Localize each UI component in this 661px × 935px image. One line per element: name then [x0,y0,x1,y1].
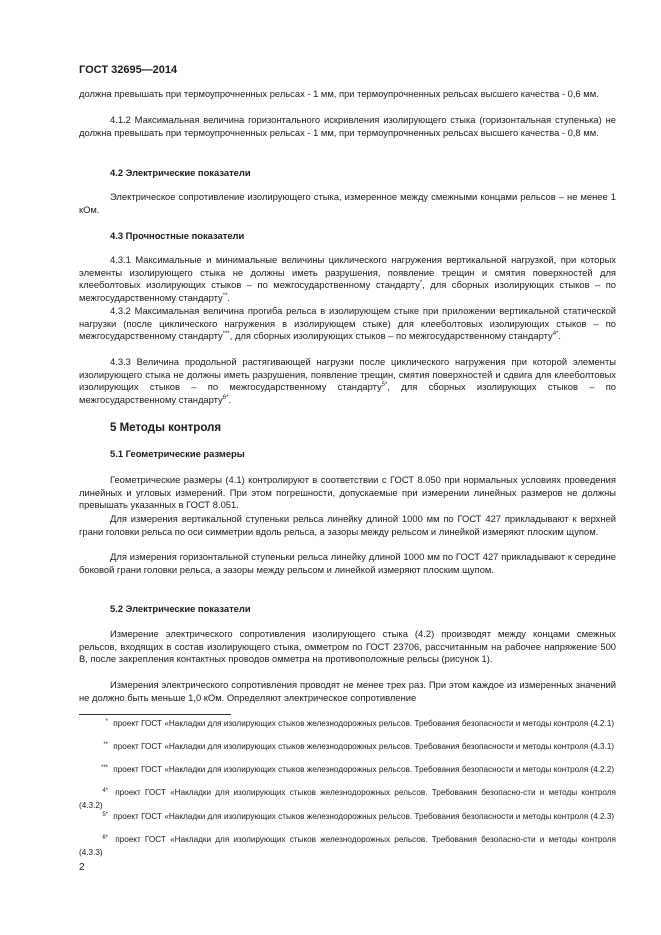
paragraph-continuation: должна превышать при термоупрочненных рельсах - 1 мм, при термоупрочненных рельсах высшего качества - 0,6 мм. [79,88,599,99]
footnote-text: проект ГОСТ «Накладки для изолирующих стыков железнодорожных рельсов. Требования безопасности и методы контроля (4.2.1) [111,719,615,728]
footnote [79,764,616,777]
footnote [79,741,616,754]
section-heading-5-1: 5.1 Геометрические размеры [110,448,245,459]
footnote-mark: 4* [552,331,559,338]
paragraph-5-2-b: Измерения электрического сопротивления проводят не менее трех раз. При этом каждое из измеренных значений не должно быть меньше 1,0 кОм. Определяют электрическое сопротивление [79,679,616,703]
footnote-mark: 5* [381,382,388,389]
page-number: 2 [79,862,85,873]
section-heading-5-2: 5.2 Электрические показатели [110,603,251,614]
footnote-mark: *** [222,331,230,338]
text-part: , для сборных изолирующих стыков – по межгосударственному стандарту [229,330,553,342]
text-part: 4.3.2 Максимальная величина прогиба рельса в изолирующем стыке при приложении вертикальной статической нагрузки (после циклического нагружения в изолирующем стыке) для клееболтовых изолирующих стыков – по межгосударственному стандарту [79,305,616,342]
section-heading-4-3: 4.3 Прочностные показатели [110,230,245,241]
document-header: ГОСТ 32695—2014 [79,64,178,76]
footnote-mark: * [419,280,423,287]
paragraph-4-3-2: 4.3.2 Максимальная величина прогиба рельса в изолирующем стыке при приложении вертикальной статической нагрузки (после циклического нагружения в изолирующем стыке) для клееболтовых изолирующих стыков – по межгосударственному стандарту***, для сборных изолирующих стыков – по межгосударственному стандарту$^{4*}$. [79,305,616,342]
text-part: 4.3.1 Максимальные и минимальные величины циклического нагружения вертикальной нагрузкой, при которых элементы изолирующего стыка не должны иметь разрушения, появление трещин и смятия поверхностей для клееболтовых изолирующих стыков – по межгосударственному стандарту [79,254,616,291]
text-part: , для сборных изолирующих стыков – по межгосударственному стандарту [79,279,617,303]
footnote-text: проект ГОСТ «Накладки для изолирующих стыков железнодорожных рельсов. Требования безопасности и методы контроля (4.2.3) [111,812,615,821]
paragraph-5-1-a: Геометрические размеры (4.1) контролируют в соответствии с ГОСТ 8.050 при нормальных условиях проведения линейных и угловых измерений. При этом погрешности, допускаемые при измерении линейных размеров не должны превышать указанных в ГОСТ 8.051. [79,474,616,511]
footnote-mark: ** [103,742,108,748]
footnote-mark: ** [222,292,228,299]
footnote [79,718,616,731]
paragraph-4-3-1: 4.3.1 Максимальные и минимальные величины циклического нагружения вертикальной нагрузкой, при которых элементы изолирующего стыка не должны иметь разрушения, появление трещин и смятия поверхностей для клееболтовых изолирующих стыков – по межгосударственному стандарту*, для сборных изолирующих стыков – по межгосударственному стандарту**. [79,254,617,303]
section-heading-5: 5 Методы контроля [110,422,222,434]
footnote-text: проект ГОСТ «Накладки для изолирующих стыков железнодорожных рельсов. Требования безопасности и методы контроля (4.2.2) [111,765,615,774]
section-heading-4-2: 4.2 Электрические показатели [110,167,251,178]
paragraph-4-1-2: 4.1.2 Максимальная величина горизонтального искривления изолирующего стыка (горизонтальная ступенька) не должна превышать при термоупрочненных рельсах - 1 мм, при термоупрочненных рельсах высшего качества - 0,8 мм. [79,114,616,138]
paragraph-5-2-a: Измерение электрического сопротивления изолирующего стыка (4.2) производят между концами смежных рельсов, входящих в состав изолирующего стыка, омметром по ГОСТ 23706, рассчитанным на рабочее напряжение 500 В, после закрепления контактных проводов омметра на противоположные рельсы (рисунок 1). [79,628,616,665]
paragraph-5-1-c: Для измерения горизонтальной ступеньки рельса линейку длиной 1000 мм по ГОСТ 427 прикладывают к середине боковой грани головки рельса, а зазоры между рельсом и линейкой измеряют плоским щупом. [79,551,616,575]
paragraph-4-3-3: 4.3.3 Величина продольной растягивающей нагрузки после циклического нагружения при которой элементы изолирующего стыка не должны иметь разрушения, появление трещин, смятия поверхностей и сдвига для клееболтовых изолирующих стыков – по межгосударственному стандарту$^{5*}$, для сборных изолирующих стыков – по межгосударственному стандарту$^{6*}$. [79,356,616,405]
paragraph-4-2: Электрическое сопротивление изолирующего стыка, измеренное между смежными концами рельсов – не менее 1 кОм. [79,191,616,215]
footnote-mark: 6* [222,394,229,401]
footnote-mark: 5* [102,812,108,818]
footnote-mark: * [105,719,108,725]
paragraph-5-1-b: Для измерения вертикальной ступеньки рельса линейку длиной 1000 мм по ГОСТ 427 прикладывают к верхней грани головки рельса по оси симметрии вдоль рельса, а зазоры между рельсом и линейкой измеряют плоским щупом. [79,513,616,537]
text-part: 4.3.3 Величина продольной растягивающей нагрузки после циклического нагружения при которой элементы изолирующего стыка не должны иметь разрушения, появление трещин, смятия поверхностей и сдвига для клееболтовых изолирующих стыков – по межгосударственному стандарту [79,356,616,393]
text-part: , для сборных изолирующих стыков – по межгосударственному стандарту [79,381,616,405]
footnote-separator [79,714,231,715]
footnote-mark: 6* [102,835,108,841]
footnote-text: проект ГОСТ «Накладки для изолирующих стыков железнодорожных рельсов. Требования безопасности и методы контроля (4.3.1) [111,742,615,751]
footnote-text: проект ГОСТ «Накладки для изолирующих стыков железнодорожных рельсов. Требования безопасно-сти и методы контроля (4.3.2) [79,788,616,810]
footnote [79,834,616,858]
footnote-text: проект ГОСТ «Накладки для изолирующих стыков железнодорожных рельсов. Требования безопасно-сти и методы контроля (4.3.3) [79,835,616,857]
footnote-mark: 4* [102,788,108,794]
footnote [79,787,616,811]
footnote [79,811,616,824]
footnote-mark: *** [100,765,108,771]
